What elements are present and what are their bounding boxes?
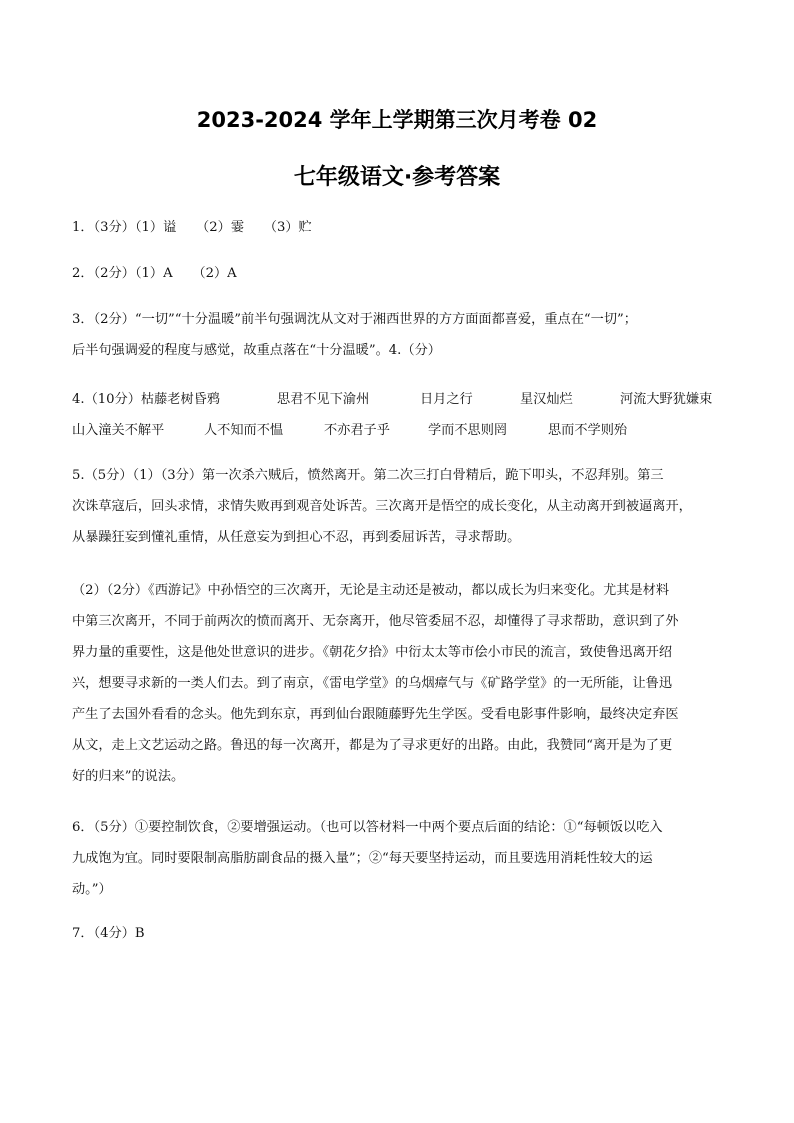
answer-q3 — [72, 304, 724, 366]
answer-q7: 7．（4分）B — [72, 926, 145, 941]
answer-q5-line: 中第三次离开，不同于前两次的愤而离开、无奈离开，他尽管委屈不忍，却懂得了寻求帮助，意识到了外 — [72, 614, 679, 629]
answer-q6-line: 动。”） — [72, 882, 112, 897]
answer-q5-line: 界力量的重要性，这是他处世意识的进步。《朝花夕拾》中衍太太等市侩小市民的流言，致使鲁迅离开绍 — [72, 645, 673, 660]
answer-q5-line: 5.（5分）（1）（3分）第一次杀六贼后，愤然离开。第二次三打白骨精后，跪下叩头，不忍拜别。第三 — [72, 468, 664, 483]
answer-q5-line: 兴，想要寻求新的一类人们去。到了南京，《雷电学堂》的乌烟瘴气与《矿路学堂》的一无所能，让鲁迅 — [72, 676, 673, 691]
poem-line: 日月之行 — [420, 392, 473, 407]
poem-line: 4.（10分）枯藤老树昏鸦 — [72, 392, 221, 407]
poem-line: 思君不见下渝州 — [277, 392, 370, 407]
poem-line: 思而不学则殆 — [548, 423, 628, 438]
answer-q2: 2．（2分）（1）A （2）A — [72, 266, 237, 281]
poem-line: 河流大野犹嫌束 — [620, 392, 713, 407]
document-subtitle: 七年级语文·参考答案 — [293, 165, 501, 190]
poem-line: 不亦君子乎 — [324, 423, 390, 438]
answer-q3-line: 3．（2分）“一切”“十分温暖”前半句强调沈从文对于湘西世界的方方面面都喜爱，重点在“一切”； — [72, 312, 637, 327]
poem-line: 山入潼关不解平 — [72, 423, 165, 438]
answer-q6 — [72, 812, 724, 905]
poem-line: 人不知而不愠 — [204, 423, 284, 438]
answer-q5-line: 从暴躁狂妄到懂礼重情，从任意妄为到担心不忍，再到委屈诉苦，寻求帮助。 — [72, 530, 521, 545]
answer-q5-line: 次诛草寇后，回头求情，求情失败再到观音处诉苦。三次离开是悟空的成长变化，从主动离开到被逼离开， — [72, 499, 692, 514]
answer-q6-line: 九成饱为宜。同时要限制高脂肪副食品的摄入量”；②“每天要坚持运动，而且要选用消耗性较大的运 — [72, 851, 653, 866]
answer-q5-line: 好的归来”的说法。 — [72, 769, 185, 784]
poem-line: 星汉灿烂 — [520, 392, 573, 407]
poem-line: 学而不思则罔 — [428, 423, 508, 438]
document-title: 2023-2024 学年上学期第三次月考卷 02 — [196, 108, 598, 132]
answer-q3-line: 后半句强调爱的程度与感觉，故重点落在“十分温暖”。4.（分） — [72, 343, 441, 358]
answer-q6-line: 6．（5分）①要控制饮食，②要增强运动。（也可以答材料一中两个要点后面的结论：①“每顿饭以吃入 — [72, 820, 663, 835]
answer-q5-part1 — [72, 460, 724, 553]
answer-q5-part2 — [72, 575, 724, 792]
answer-q5-line: 产生了去国外看看的念头。他先到东京，再到仙台跟随藤野先生学医。受看电影事件影响，最终决定弃医 — [72, 707, 679, 722]
answer-q1: 1．（3分）（1）谥 （2）霎 （3）贮 — [72, 220, 312, 235]
answer-q5-line: 从文，走上文艺运动之路。鲁迅的每一次离开，都是为了寻求更好的出路。由此，我赞同“离开是为了更 — [72, 738, 673, 753]
answer-q5-line: （2）（2分）《西游记》中孙悟空的三次离开，无论是主动还是被动，都以成长为归来变化。尤其是材料 — [72, 583, 670, 598]
